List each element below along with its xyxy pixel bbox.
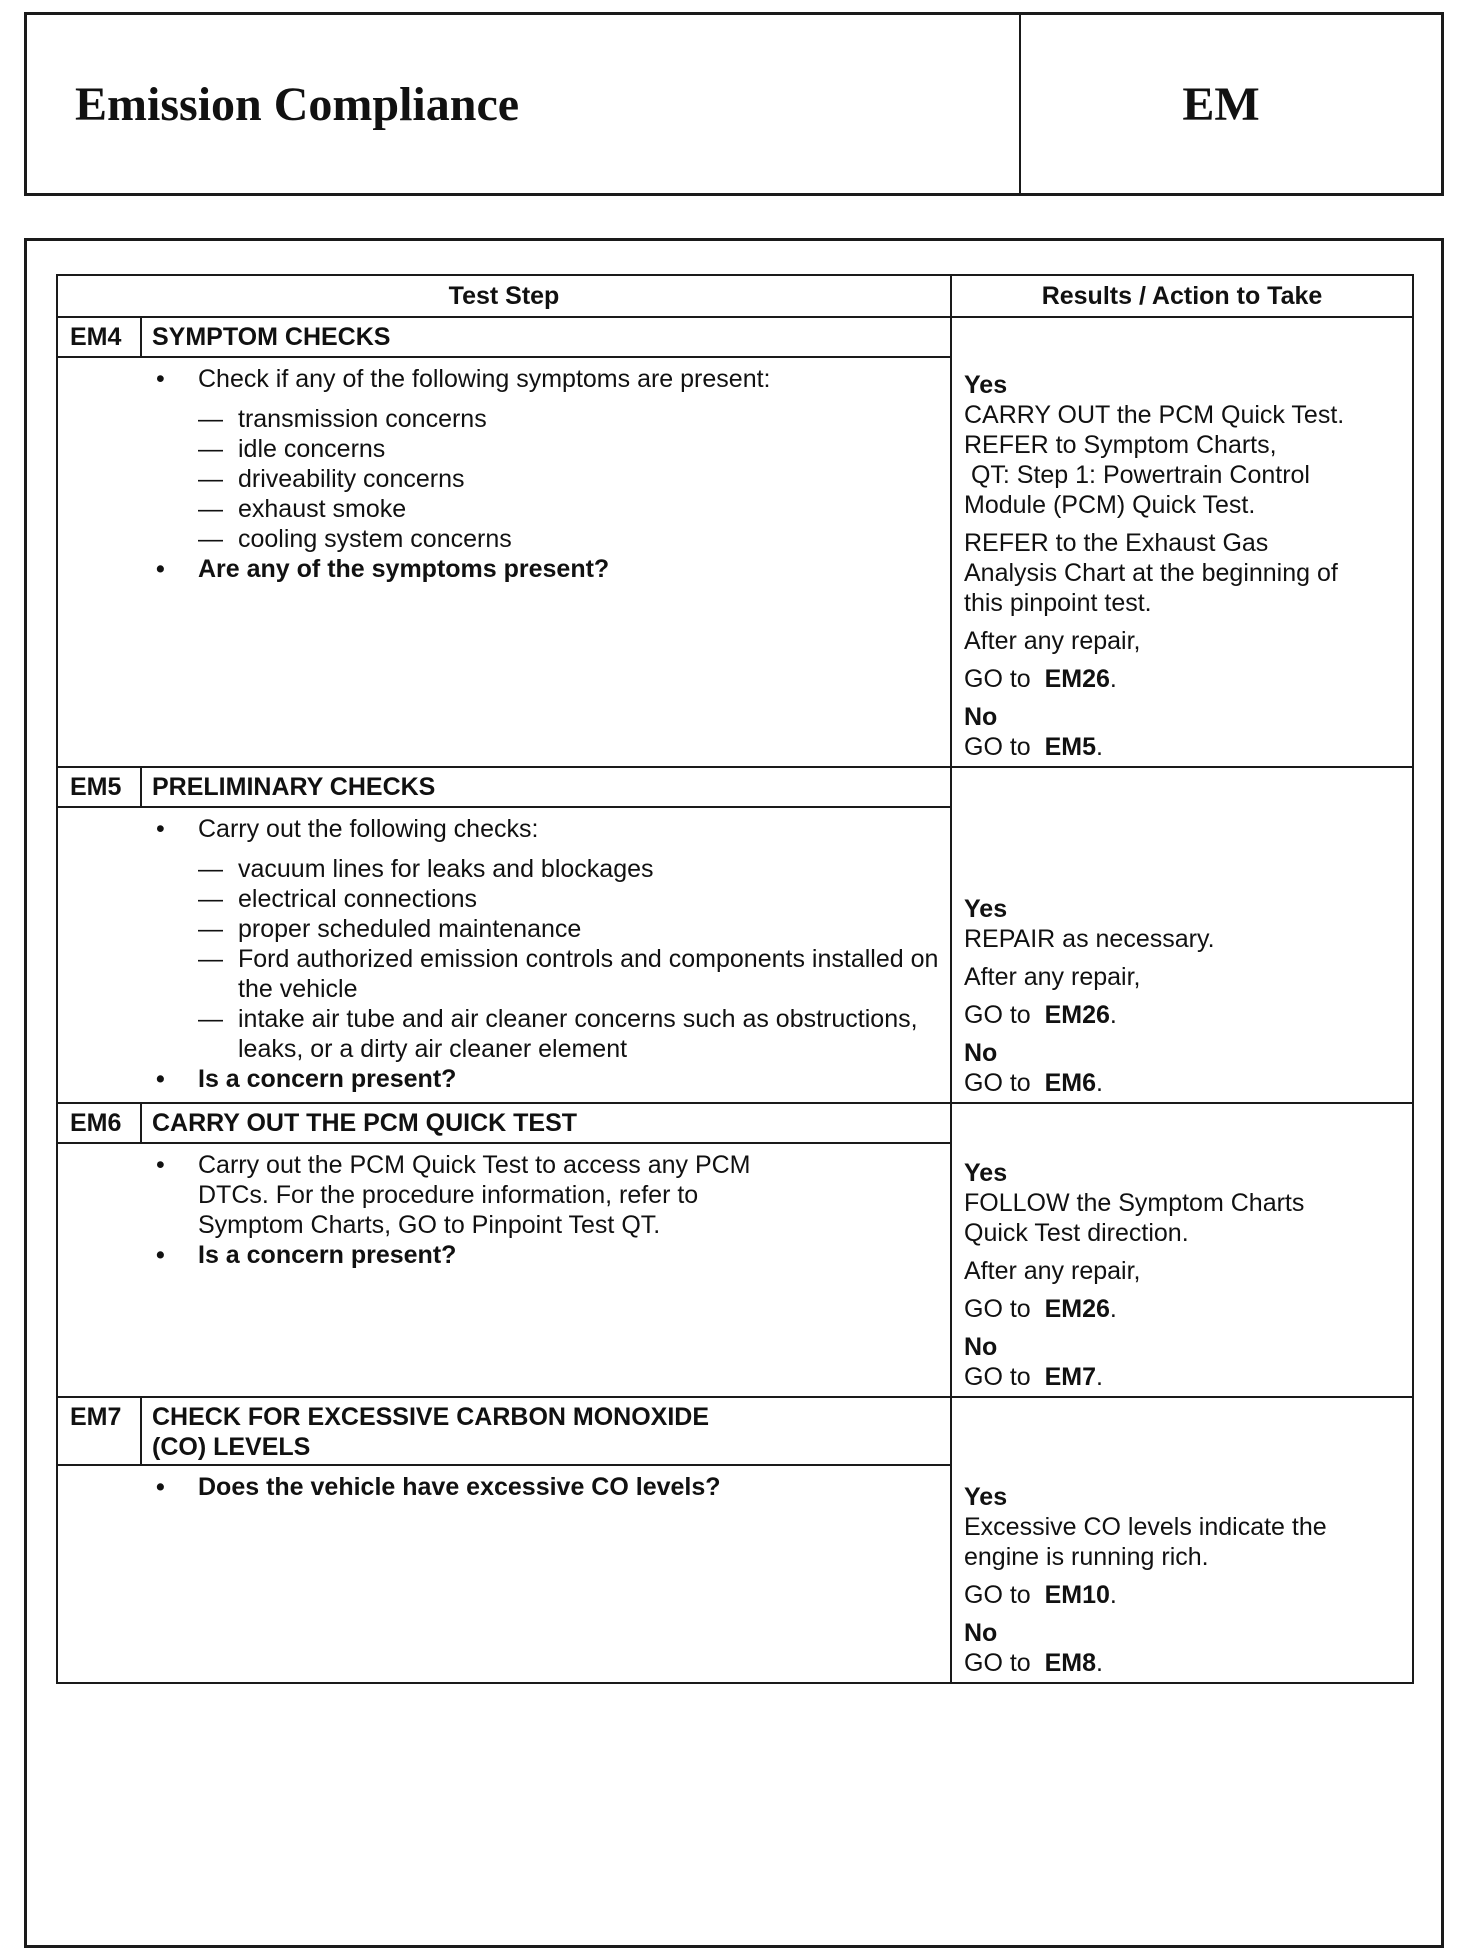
list-item: — exhaust smoke bbox=[156, 494, 940, 524]
results-cell bbox=[952, 768, 1412, 1102]
instruction: • Check if any of the following symptoms are present: bbox=[156, 364, 940, 394]
list-item: — vacuum lines for leaks and blockages bbox=[156, 854, 940, 884]
go-to-line: GO to EM5. bbox=[964, 733, 1103, 761]
list-item: — cooling system concerns bbox=[156, 524, 940, 554]
result-line: REPAIR as necessary. bbox=[964, 925, 1215, 953]
instruction: • Carry out the following checks: bbox=[156, 814, 940, 844]
page-title: Emission Compliance bbox=[27, 15, 1021, 193]
result-line: Excessive CO levels indicate the engine is running rich. bbox=[964, 1513, 1327, 1571]
step-header bbox=[58, 1398, 950, 1466]
step-body bbox=[58, 808, 950, 1102]
col-header-test-step: Test Step bbox=[58, 276, 952, 316]
question: • Is a concern present? bbox=[156, 1064, 940, 1094]
result-line: CARRY OUT the PCM Quick Test. bbox=[964, 401, 1345, 429]
go-to-text: GO to bbox=[964, 1649, 1031, 1677]
question: • Does the vehicle have excessive CO levels? bbox=[156, 1472, 940, 1502]
page-header bbox=[24, 12, 1444, 196]
step-id: EM4 bbox=[58, 318, 142, 356]
instruction: • Carry out the PCM Quick Test to access any PCM DTCs. For the procedure information, refer to Symptom Charts, GO to Pinpoint Test QT. bbox=[156, 1150, 810, 1240]
result-line: QT: Step 1: Powertrain Control bbox=[964, 461, 1310, 489]
step-title: CARRY OUT THE PCM QUICK TEST bbox=[152, 1109, 578, 1137]
result-line: this pinpoint test. bbox=[964, 589, 1152, 617]
table-row bbox=[58, 1104, 1412, 1398]
yes-label: Yes bbox=[964, 1483, 1008, 1511]
list-item: — transmission concerns bbox=[156, 404, 940, 434]
section-code: EM bbox=[1182, 77, 1260, 131]
go-to-text: GO to bbox=[964, 1001, 1031, 1029]
no-label: No bbox=[964, 703, 998, 731]
no-label: No bbox=[964, 1333, 998, 1361]
results-cell bbox=[952, 1398, 1412, 1682]
results-cell bbox=[952, 318, 1412, 766]
target-step: EM7 bbox=[1044, 1363, 1096, 1391]
no-label: No bbox=[964, 1619, 998, 1647]
go-to-line: GO to EM26. bbox=[964, 665, 1117, 693]
after-repair-text: After any repair, bbox=[964, 1257, 1141, 1285]
no-label: No bbox=[964, 1039, 998, 1067]
step-title: PRELIMINARY CHECKS bbox=[152, 773, 436, 801]
step-id: EM6 bbox=[58, 1104, 142, 1142]
list-item: — electrical connections bbox=[156, 884, 940, 914]
list-item: — intake air tube and air cleaner concerns such as obstructions, leaks, or a dirty air cleaner element bbox=[156, 1004, 940, 1064]
step-body bbox=[58, 358, 950, 766]
go-to-line: GO to EM7. bbox=[964, 1363, 1103, 1391]
target-step: EM26 bbox=[1044, 665, 1110, 693]
result-line: REFER to the Exhaust Gas bbox=[964, 529, 1269, 557]
go-to-line: GO to EM26. bbox=[964, 1295, 1117, 1323]
table-row bbox=[58, 1398, 1412, 1682]
result-line: Analysis Chart at the beginning of bbox=[964, 559, 1338, 587]
go-to-line: GO to EM8. bbox=[964, 1649, 1103, 1677]
result-line: REFER to Symptom Charts, bbox=[964, 431, 1277, 459]
target-step: EM8 bbox=[1044, 1649, 1096, 1677]
yes-label: Yes bbox=[964, 371, 1008, 399]
go-to-text: GO to bbox=[964, 1581, 1031, 1609]
step-id: EM5 bbox=[58, 768, 142, 806]
step-header bbox=[58, 768, 950, 808]
go-to-text: GO to bbox=[964, 1295, 1031, 1323]
target-step: EM26 bbox=[1044, 1001, 1110, 1029]
step-body bbox=[58, 1144, 950, 1396]
step-header bbox=[58, 318, 950, 358]
target-step: EM26 bbox=[1044, 1295, 1110, 1323]
question: • Are any of the symptoms present? bbox=[156, 554, 940, 584]
after-repair-text: After any repair, bbox=[964, 627, 1141, 655]
col-header-results: Results / Action to Take bbox=[1041, 282, 1323, 310]
list-item: — proper scheduled maintenance bbox=[156, 914, 940, 944]
list-item: — driveability concerns bbox=[156, 464, 940, 494]
go-to-text: GO to bbox=[964, 733, 1031, 761]
step-body bbox=[58, 1466, 950, 1682]
step-title: SYMPTOM CHECKS bbox=[152, 323, 391, 351]
results-cell bbox=[952, 1104, 1412, 1396]
result-line: FOLLOW the Symptom Charts Quick Test direction. bbox=[964, 1189, 1305, 1247]
target-step: EM5 bbox=[1044, 733, 1096, 761]
yes-label: Yes bbox=[964, 895, 1008, 923]
target-step: EM10 bbox=[1044, 1581, 1110, 1609]
step-header bbox=[58, 1104, 950, 1144]
target-step: EM6 bbox=[1044, 1069, 1096, 1097]
after-repair-text: After any repair, bbox=[964, 963, 1141, 991]
list-item: — Ford authorized emission controls and components installed on the vehicle bbox=[156, 944, 940, 1004]
go-to-text: GO to bbox=[964, 665, 1031, 693]
table-header bbox=[58, 276, 1412, 318]
table-row bbox=[58, 318, 1412, 768]
go-to-line: GO to EM10. bbox=[964, 1581, 1117, 1609]
go-to-text: GO to bbox=[964, 1069, 1031, 1097]
yes-label: Yes bbox=[964, 1159, 1008, 1187]
result-line: Module (PCM) Quick Test. bbox=[964, 491, 1256, 519]
table-row bbox=[58, 768, 1412, 1104]
step-title: CHECK FOR EXCESSIVE CARBON MONOXIDE (CO) LEVELS bbox=[152, 1403, 710, 1461]
test-step-table bbox=[56, 274, 1414, 1684]
go-to-text: GO to bbox=[964, 1363, 1031, 1391]
question: • Is a concern present? bbox=[156, 1240, 810, 1270]
step-id: EM7 bbox=[58, 1398, 142, 1464]
go-to-line: GO to EM26. bbox=[964, 1001, 1117, 1029]
go-to-line: GO to EM6. bbox=[964, 1069, 1103, 1097]
list-item: — idle concerns bbox=[156, 434, 940, 464]
